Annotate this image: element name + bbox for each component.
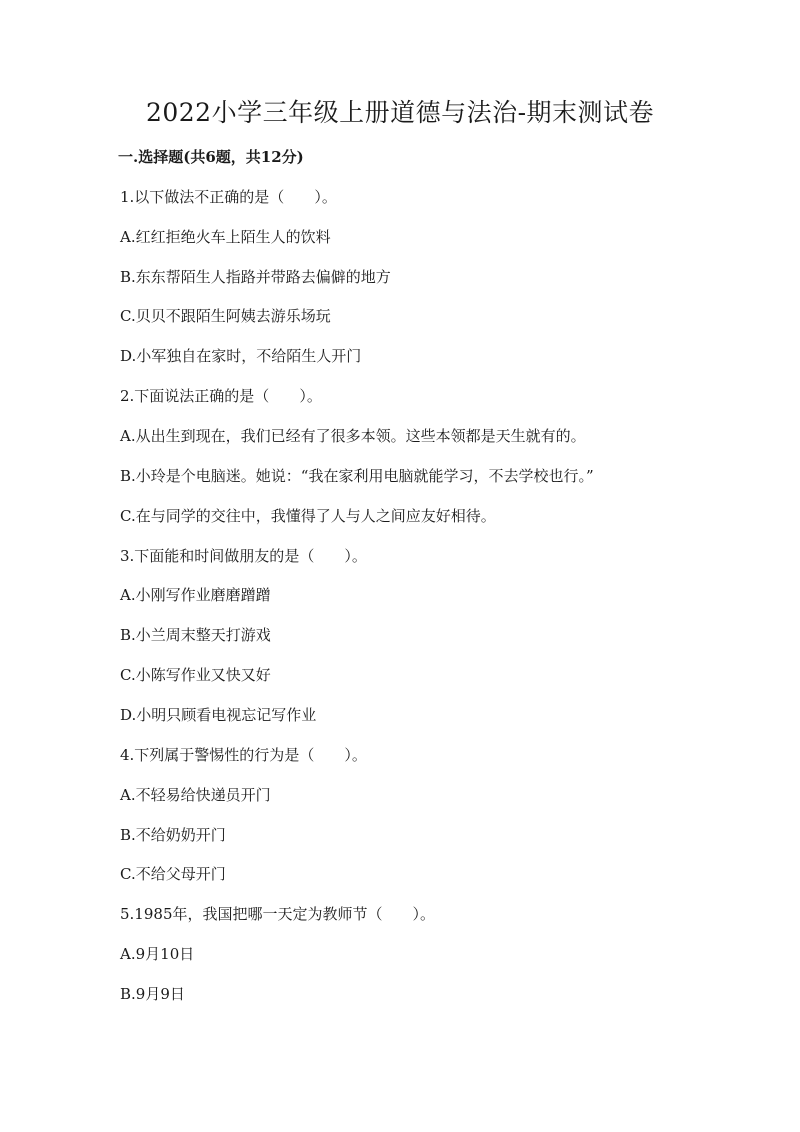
question-5-stem: 5.1985年，我国把哪一天定为教师节（ ）。 [120, 905, 435, 923]
question-3-option-d: D.小明只顾看电视忘记写作业 [120, 706, 317, 724]
question-1-option-a: A.红红拒绝火车上陌生人的饮料 [120, 228, 331, 246]
question-1-option-b: B.东东帮陌生人指路并带路去偏僻的地方 [120, 268, 391, 286]
question-3-option-a: A.小刚写作业磨磨蹭蹭 [120, 586, 271, 604]
question-3-stem: 3.下面能和时间做朋友的是（ ）。 [120, 547, 367, 565]
question-2-stem: 2.下面说法正确的是（ ）。 [120, 387, 322, 405]
question-2-option-a: A.从出生到现在，我们已经有了很多本领。这些本领都是天生就有的。 [120, 427, 586, 445]
question-1-option-d: D.小军独自在家时，不给陌生人开门 [120, 347, 362, 365]
question-4-option-b: B.不给奶奶开门 [120, 826, 226, 844]
question-4-option-a: A.不轻易给快递员开门 [120, 786, 271, 804]
question-5-option-a: A.9月10日 [120, 945, 195, 963]
question-4-stem: 4.下列属于警惕性的行为是（ ）。 [120, 746, 367, 764]
question-1-stem: 1.以下做法不正确的是（ ）。 [120, 188, 337, 206]
question-2-option-c: C.在与同学的交往中，我懂得了人与人之间应友好相待。 [120, 507, 496, 525]
question-3-option-c: C.小陈写作业又快又好 [120, 666, 271, 684]
question-4-option-c: C.不给父母开门 [120, 865, 226, 883]
question-1-option-c: C.贝贝不跟陌生阿姨去游乐场玩 [120, 307, 331, 325]
question-3-option-b: B.小兰周末整天打游戏 [120, 626, 271, 644]
page-title: 2022小学三年级上册道德与法治-期末测试卷 [145, 98, 655, 127]
question-2-option-b: B.小玲是个电脑迷。她说：“我在家利用电脑就能学习，不去学校也行。” [120, 467, 594, 485]
section-heading: 一.选择题(共6题，共12分) [118, 148, 304, 166]
question-5-option-b: B.9月9日 [120, 985, 185, 1003]
